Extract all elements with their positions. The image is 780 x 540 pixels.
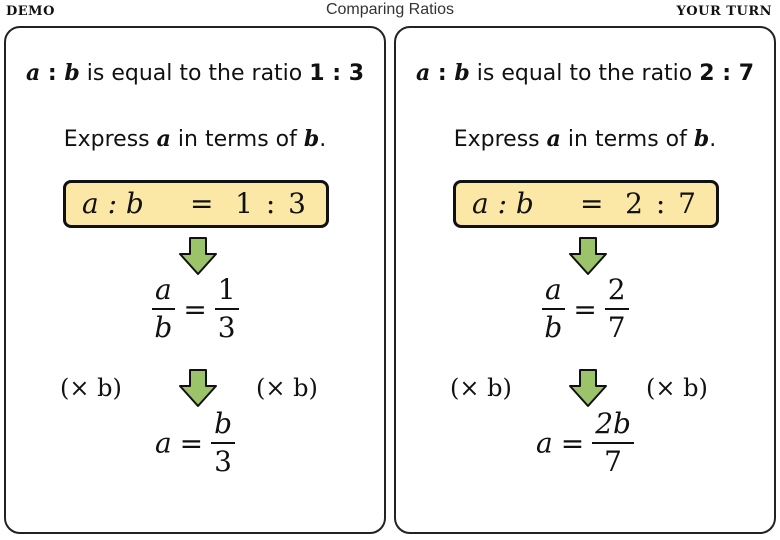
result-fraction bbox=[211, 408, 235, 478]
fraction-numerator: a bbox=[152, 274, 175, 310]
ratio-box-lhs: a : b bbox=[82, 187, 144, 220]
var-a: a bbox=[25, 60, 41, 86]
fraction-ratio bbox=[605, 274, 629, 344]
fraction-equation bbox=[6, 274, 384, 344]
instruction-prefix: Express bbox=[63, 127, 157, 152]
ratio-box-equals: = bbox=[580, 187, 604, 220]
result-fraction bbox=[592, 408, 634, 478]
var-b: b bbox=[454, 60, 470, 86]
page-title: Comparing Ratios bbox=[325, 1, 455, 18]
multiply-b-right: (× b) bbox=[646, 374, 708, 402]
demo-label: DEMO bbox=[6, 4, 55, 19]
instruction-var-b: b bbox=[303, 126, 320, 152]
var-a: a bbox=[415, 60, 431, 86]
equals-sign: = bbox=[179, 426, 204, 460]
statement-text: is equal to the ratio bbox=[469, 61, 700, 86]
ratio-box bbox=[453, 180, 719, 228]
instruction-mid: in terms of bbox=[560, 127, 694, 152]
fraction-numerator: a bbox=[542, 274, 565, 310]
your-turn-label: YOUR TURN bbox=[676, 4, 772, 19]
result-equation bbox=[6, 408, 384, 478]
equals-sign: = bbox=[560, 426, 585, 460]
fraction-denominator: 3 bbox=[214, 445, 232, 478]
fraction-denominator: 3 bbox=[217, 311, 236, 344]
ratio-box-rhs: 2 : 7 bbox=[625, 187, 698, 220]
ratio-statement bbox=[6, 60, 384, 86]
fraction-numerator: 2 bbox=[605, 274, 629, 310]
statement-text: is equal to the ratio bbox=[79, 61, 310, 86]
fraction-denominator: b bbox=[154, 311, 173, 344]
statement-ratio: 2 : 7 bbox=[699, 61, 754, 86]
fraction-denominator: 7 bbox=[604, 445, 622, 478]
multiply-b-left: (× b) bbox=[60, 374, 122, 402]
instruction-end: . bbox=[709, 127, 717, 152]
ratio-box-equals: = bbox=[190, 187, 214, 220]
fraction-a-over-b bbox=[151, 274, 175, 344]
demo-card bbox=[4, 26, 386, 534]
instruction bbox=[396, 126, 774, 152]
equals-sign: = bbox=[573, 292, 597, 326]
multiply-b-left: (× b) bbox=[450, 374, 512, 402]
instruction-prefix: Express bbox=[453, 127, 547, 152]
multiply-b-right: (× b) bbox=[256, 374, 318, 402]
result-lhs: a bbox=[536, 426, 553, 460]
fraction-equation bbox=[396, 274, 774, 344]
down-arrow-icon bbox=[568, 236, 608, 276]
ratio-box-lhs: a : b bbox=[472, 187, 534, 220]
instruction-end: . bbox=[319, 127, 327, 152]
instruction-mid: in terms of bbox=[170, 127, 304, 152]
result-equation bbox=[396, 408, 774, 478]
fraction-numerator: 1 bbox=[215, 274, 239, 310]
fraction-ratio bbox=[215, 274, 239, 344]
instruction bbox=[6, 126, 384, 152]
instruction-var-a: a bbox=[156, 126, 171, 152]
fraction-denominator: 7 bbox=[607, 311, 626, 344]
equals-sign: = bbox=[183, 292, 207, 326]
fraction-a-over-b bbox=[541, 274, 565, 344]
ratio-colon: : bbox=[430, 61, 455, 86]
fraction-numerator: b bbox=[211, 408, 235, 444]
fraction-numerator: 2b bbox=[592, 408, 634, 444]
statement-ratio: 1 : 3 bbox=[309, 61, 364, 86]
down-arrow-icon bbox=[178, 368, 218, 408]
down-arrow-icon bbox=[568, 368, 608, 408]
var-b: b bbox=[64, 60, 80, 86]
ratio-statement bbox=[396, 60, 774, 86]
result-lhs: a bbox=[154, 426, 172, 460]
fraction-denominator: b bbox=[544, 311, 563, 344]
instruction-var-b: b bbox=[693, 126, 710, 152]
ratio-box-rhs: 1 : 3 bbox=[235, 187, 308, 220]
down-arrow-icon bbox=[178, 236, 218, 276]
your-turn-card bbox=[394, 26, 776, 534]
instruction-var-a: a bbox=[546, 126, 561, 152]
ratio-box bbox=[63, 180, 329, 228]
ratio-colon: : bbox=[40, 61, 65, 86]
